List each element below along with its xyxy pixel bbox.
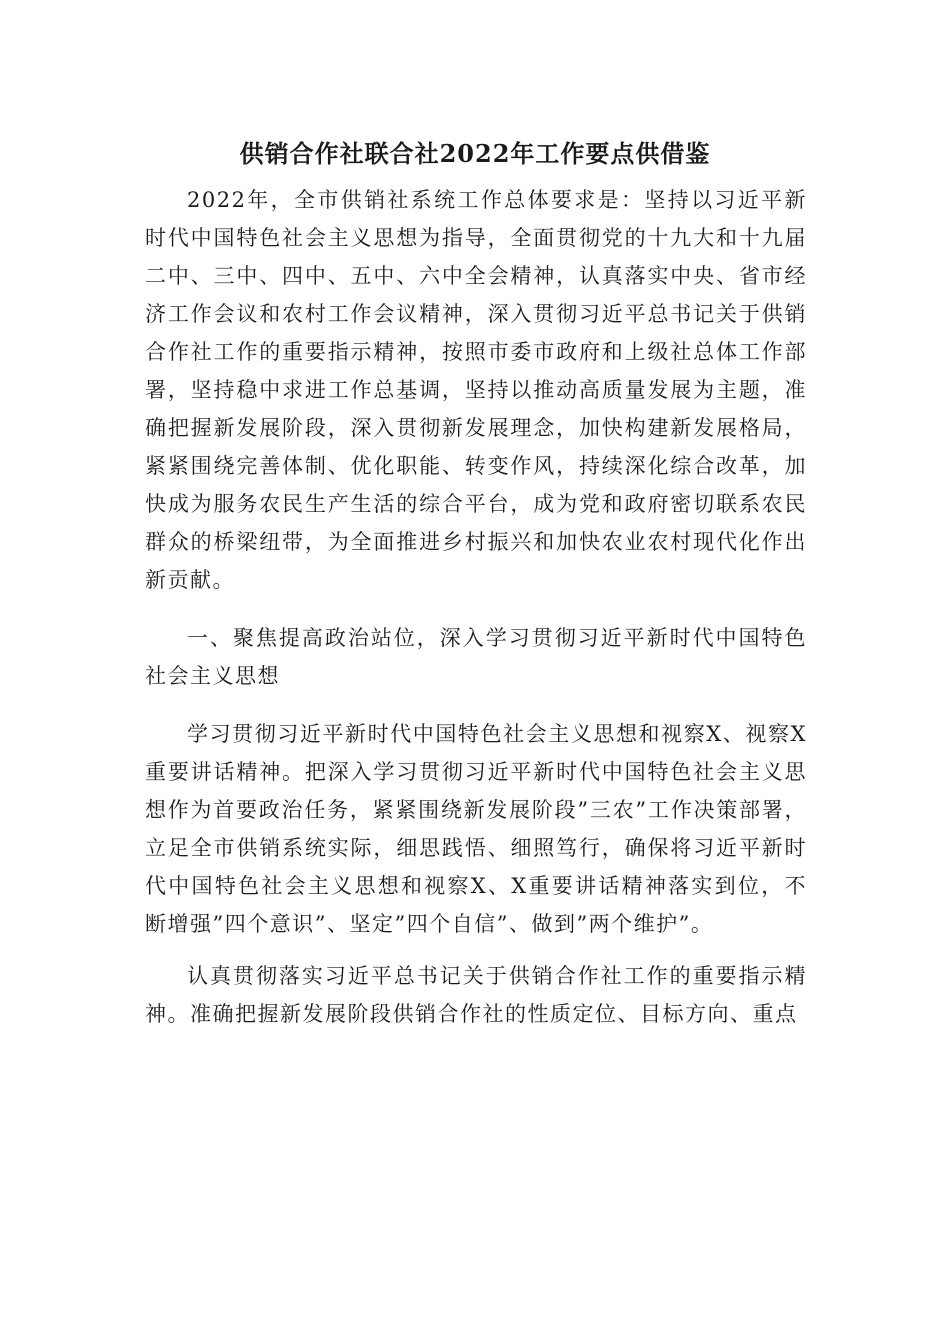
document-body (145, 181, 807, 1033)
section-heading-one: 一、聚焦提高政治站位，深入学习贯彻习近平新时代中国特色社会主义思想 (145, 626, 807, 688)
paragraph-overall-requirements: 2022年，全市供销社系统工作总体要求是：坚持以习近平新时代中国特色社会主义思想为指导，全面贯彻党的十九大和十九届二中、三中、四中、五中、六中全会精神，认真落实中央、省市经济工作会议和农村工作会议精神，深入贯彻习近平总书记关于供销合作社工作的重要指示精神，按照市委市政府和上级社总体工作部署，坚持稳中求进工作总基调，坚持以推动高质量发展为主题，准确把握新发展阶段，深入贯彻新发展理念，加快构建新发展格局，紧紧围绕完善体制、优化职能、转变作风，持续深化综合改革，加快成为服务农民生产生活的综合平台，成为党和政府密切联系农民群众的桥梁纽带，为全面推进乡村振兴和加快农业农村现代化作出新贡献。 (145, 188, 807, 592)
paragraph-study-thought: 学习贯彻习近平新时代中国特色社会主义思想和视察X、视察X重要讲话精神。把深入学习贯彻习近平新时代中国特色社会主义思想作为首要政治任务，紧紧围绕新发展阶段”三农”工作决策部署，立足全市供销系统实际，细思践悟、细照笃行，确保将习近平新时代中国特色社会主义思想和视察X、X重要讲话精神落实到位，不断增强”四个意识”、坚定”四个自信”、做到”两个维护”。 (145, 722, 807, 936)
document-title: 供销合作社联合社2022年工作要点供借鉴 (239, 139, 711, 168)
paragraph-implement-instructions: 认真贯彻落实习近平总书记关于供销合作社工作的重要指示精神。准确把握新发展阶段供销合作社的性质定位、目标方向、重点 (145, 964, 807, 1026)
